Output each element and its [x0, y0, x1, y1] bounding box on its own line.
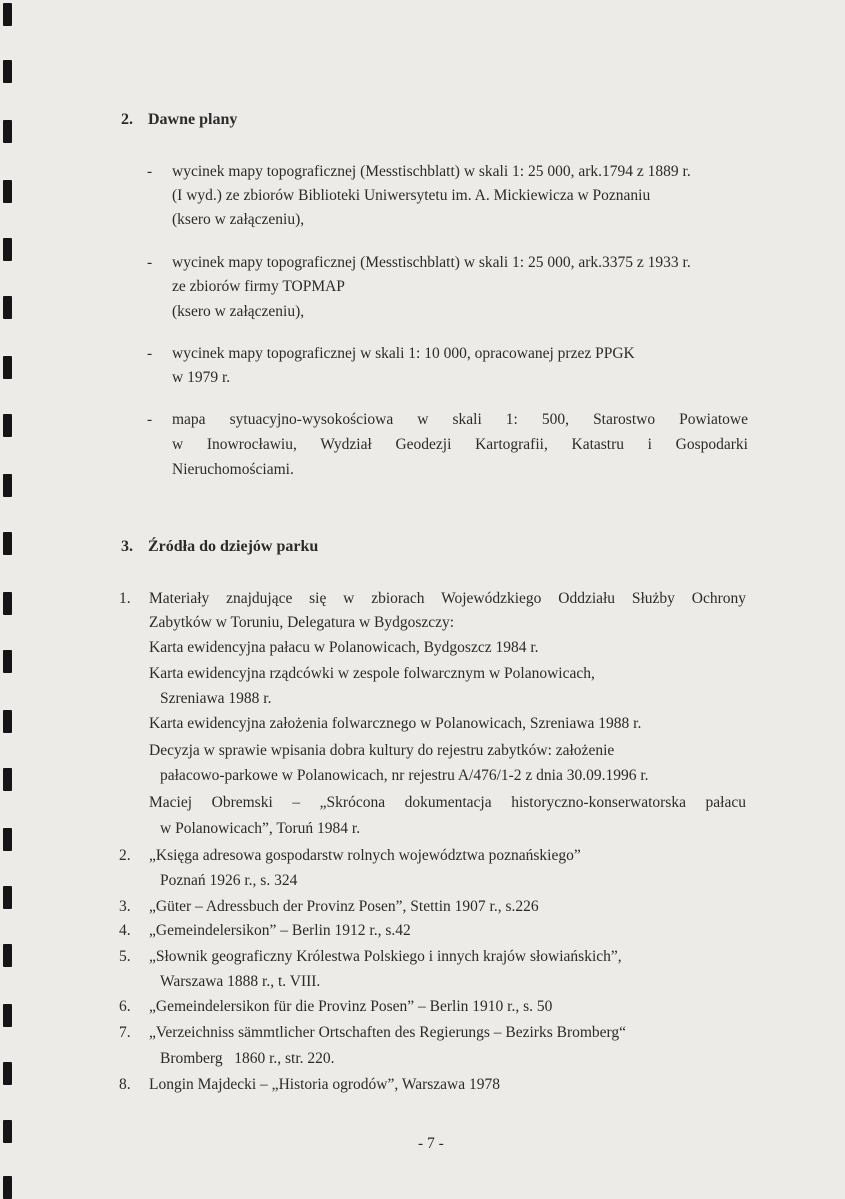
binding-hole: [3, 1120, 12, 1143]
list-item-line: Szreniawa 1988 r.: [160, 690, 272, 707]
list-item-line: „Księga adresowa gospodarstw rolnych województwa poznańskiego”: [149, 847, 581, 864]
binding-hole: [3, 1004, 12, 1027]
list-item-line: „Słownik geograficzny Królestwa Polskiego i innych krajów słowiańskich”,: [149, 948, 622, 965]
list-item-line: mapa sytuacyjno-wysokościowa w skali 1: 500, Starostwo Powiatowe: [172, 411, 748, 428]
list-item-line: Nieruchomościami.: [172, 461, 294, 478]
list-item-line: (ksero w załączeniu),: [172, 211, 305, 228]
section-number: 3.: [121, 538, 133, 555]
bullet-dash: -: [147, 163, 153, 180]
list-number: 2.: [119, 847, 131, 864]
list-number: 3.: [119, 898, 131, 915]
binding-hole: [3, 356, 12, 379]
list-item-line: Zabytków w Toruniu, Delegatura w Bydgoszczy:: [149, 614, 455, 631]
list-item-line: Poznań 1926 r., s. 324: [160, 872, 298, 889]
binding-hole: [3, 180, 12, 203]
binding-hole: [3, 532, 12, 555]
binding-hole: [3, 1176, 12, 1199]
binding-hole: [3, 238, 12, 261]
list-item-line: „Güter – Adressbuch der Provinz Posen”, Stettin 1907 r., s.226: [149, 898, 539, 915]
section-number: 2.: [121, 111, 133, 128]
list-item-line: „Gemeindelersikon für die Provinz Posen” – Berlin 1910 r., s. 50: [149, 998, 553, 1015]
binding-hole: [3, 650, 12, 673]
bullet-dash: -: [147, 411, 153, 428]
list-item-line: Karta ewidencyjna rządcówki w zespole folwarcznym w Polanowicach,: [149, 665, 595, 682]
list-item-line: w 1979 r.: [172, 369, 231, 386]
list-item-line: wycinek mapy topograficznej w skali 1: 10 000, opracowanej przez PPGK: [172, 345, 635, 362]
binding-hole: [3, 414, 12, 437]
list-number: 8.: [119, 1076, 131, 1093]
list-item-line: Karta ewidencyjna pałacu w Polanowicach, Bydgoszcz 1984 r.: [149, 639, 539, 656]
page-number: - 7 -: [418, 1135, 444, 1152]
list-number: 1.: [119, 590, 131, 607]
list-number: 4.: [119, 922, 131, 939]
list-item-line: ze zbiorów firmy TOPMAP: [172, 278, 345, 295]
binding-hole: [3, 474, 12, 497]
list-item-line: w Polanowicach”, Toruń 1984 r.: [160, 820, 361, 837]
list-item-line: (ksero w załączeniu),: [172, 303, 305, 320]
binding-hole: [3, 296, 12, 319]
list-item-line: Karta ewidencyjna założenia folwarcznego w Polanowicach, Szreniawa 1988 r.: [149, 715, 642, 732]
binding-holes: [0, 0, 20, 1199]
list-item-line: „Verzeichniss sämmtlicher Ortschaften des Regierungs – Bezirks Bromberg“: [149, 1024, 627, 1041]
bullet-dash: -: [147, 345, 153, 362]
bullet-dash: -: [147, 254, 153, 271]
list-item-line: Longin Majdecki – „Historia ogrodów”, Warszawa 1978: [149, 1076, 500, 1093]
binding-hole: [3, 886, 12, 909]
binding-hole: [3, 768, 12, 791]
list-item-line: Bromberg 1860 r., str. 220.: [160, 1050, 335, 1067]
binding-hole: [3, 710, 12, 733]
binding-hole: [3, 1062, 12, 1085]
list-item-line: Maciej Obremski – „Skrócona dokumentacja historyczno-konserwatorska pałacu: [149, 794, 746, 811]
section-title: Dawne plany: [148, 111, 238, 128]
list-item-line: pałacowo-parkowe w Polanowicach, nr rejestru A/476/1-2 z dnia 30.09.1996 r.: [160, 767, 649, 784]
list-item-line: wycinek mapy topograficznej (Messtischblatt) w skali 1: 25 000, ark.1794 z 1889 r.: [172, 163, 691, 180]
binding-hole: [3, 3, 12, 26]
binding-hole: [3, 828, 12, 851]
list-number: 6.: [119, 998, 131, 1015]
binding-hole: [3, 120, 12, 143]
list-number: 7.: [119, 1024, 131, 1041]
list-item-line: Materiały znajdujące się w zbiorach Wojewódzkiego Oddziału Służby Ochrony: [149, 590, 746, 607]
section-title: Źródła do dziejów parku: [148, 538, 319, 555]
binding-hole: [3, 944, 12, 967]
list-item-line: (I wyd.) ze zbiorów Biblioteki Uniwersytetu im. A. Mickiewicza w Poznaniu: [172, 187, 651, 204]
list-item-line: wycinek mapy topograficznej (Messtischblatt) w skali 1: 25 000, ark.3375 z 1933 r.: [172, 254, 691, 271]
list-item-line: Decyzja w sprawie wpisania dobra kultury do rejestru zabytków: założenie: [149, 742, 615, 759]
binding-hole: [3, 60, 12, 83]
list-item-line: Warszawa 1888 r., t. VIII.: [160, 973, 321, 990]
list-item-line: „Gemeindelersikon” – Berlin 1912 r., s.42: [149, 922, 411, 939]
list-item-line: w Inowrocławiu, Wydział Geodezji Kartografii, Katastru i Gospodarki: [172, 436, 748, 453]
binding-hole: [3, 592, 12, 615]
list-number: 5.: [119, 948, 131, 965]
